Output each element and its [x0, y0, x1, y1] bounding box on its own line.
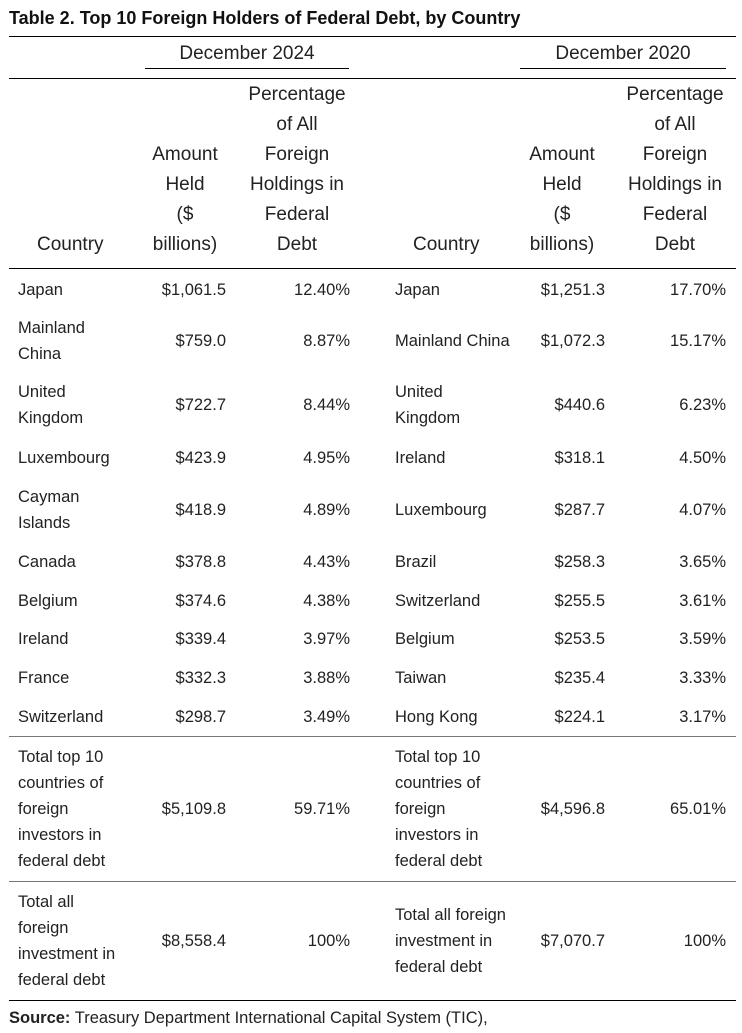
- amount-cell-2020: $440.6: [554, 396, 605, 414]
- percent-cell-2024: 4.43%: [303, 552, 350, 571]
- country-cell-2024: Japan: [18, 280, 63, 299]
- country-cell-2024: Cayman Islands: [18, 487, 80, 532]
- top-rule: [9, 36, 736, 37]
- country-cell-2024: Canada: [18, 552, 76, 571]
- header-percent-2020: Percentage of All Foreign Holdings in Federal Debt: [626, 84, 724, 255]
- percent-cell-2020: 4.50%: [679, 448, 726, 467]
- country-cell-2020: Hong Kong: [395, 708, 478, 726]
- country-cell-2024: Switzerland: [18, 708, 104, 726]
- amount-cell-2024: $418.9: [175, 500, 226, 519]
- percent-cell-2020: 17.70%: [670, 280, 726, 299]
- amount-cell-2024: $722.7: [175, 396, 226, 414]
- percent-cell-2024: 4.89%: [303, 500, 350, 519]
- amount-cell-2020: $1,072.3: [540, 331, 605, 350]
- amount-cell-2024: $423.9: [175, 448, 226, 467]
- country-cell-2024: Total top 10 countries of foreign investors in federal debt: [18, 748, 106, 870]
- amount-cell-2024: $5,109.8: [161, 800, 226, 818]
- percent-cell-2024: 3.97%: [303, 630, 350, 648]
- header-top-rule: [9, 78, 736, 79]
- percent-cell-2024: 4.95%: [303, 448, 350, 467]
- amount-cell-2020: $253.5: [554, 630, 605, 648]
- total-rule: [9, 881, 736, 882]
- percent-cell-2020: 6.23%: [679, 396, 726, 414]
- country-cell-2020: Japan: [395, 280, 440, 299]
- amount-cell-2020: $4,596.8: [540, 800, 605, 818]
- amount-cell-2024: $339.4: [175, 630, 226, 648]
- percent-cell-2024: 8.87%: [303, 331, 350, 350]
- percent-cell-2024: 3.88%: [303, 668, 350, 687]
- country-cell-2020: Total all foreign investment in federal debt: [395, 905, 506, 976]
- amount-cell-2020: $224.1: [554, 708, 605, 726]
- country-cell-2024: Belgium: [18, 591, 78, 610]
- table-title: Table 2. Top 10 Foreign Holders of Federal Debt, by Country: [9, 8, 521, 28]
- percent-cell-2020: 15.17%: [670, 331, 726, 350]
- percent-cell-2024: 12.40%: [294, 280, 350, 299]
- percent-cell-2024: 59.71%: [294, 800, 350, 818]
- subtotal-rule: [9, 736, 736, 737]
- amount-cell-2024: $1,061.5: [161, 280, 226, 299]
- amount-cell-2024: $8,558.4: [161, 931, 226, 950]
- amount-cell-2024: $298.7: [175, 708, 226, 726]
- country-cell-2020: Belgium: [395, 630, 455, 648]
- period-underline-2024: [145, 68, 349, 69]
- country-cell-2020: United Kingdom: [395, 383, 461, 427]
- country-cell-2020: Ireland: [395, 448, 446, 467]
- table-bottom-rule: [9, 1000, 736, 1001]
- amount-cell-2020: $255.5: [554, 591, 605, 610]
- amount-cell-2024: $374.6: [175, 591, 226, 610]
- percent-cell-2020: 3.61%: [679, 591, 726, 610]
- country-cell-2024: United Kingdom: [18, 383, 84, 427]
- amount-cell-2020: $287.7: [554, 500, 605, 519]
- country-cell-2024: Ireland: [18, 630, 69, 648]
- country-cell-2024: Luxembourg: [18, 448, 110, 467]
- amount-cell-2020: $258.3: [554, 552, 605, 571]
- header-amount-2020: Amount Held ($ billions): [529, 144, 595, 255]
- source-label: Source:: [9, 1009, 71, 1027]
- period-underline-2020: [520, 68, 726, 69]
- amount-cell-2024: $378.8: [175, 552, 226, 571]
- amount-cell-2020: $318.1: [554, 448, 605, 467]
- percent-cell-2020: 3.33%: [679, 668, 726, 687]
- source-note: [9, 1009, 488, 1028]
- country-cell-2020: Luxembourg: [395, 500, 487, 519]
- percent-cell-2020: 100%: [683, 931, 726, 950]
- header-bottom-rule: [9, 268, 736, 269]
- amount-cell-2020: $7,070.7: [540, 931, 605, 950]
- amount-cell-2024: $759.0: [175, 331, 226, 350]
- country-cell-2020: Brazil: [395, 552, 437, 571]
- country-cell-2020: Total top 10 countries of foreign investors in federal debt: [395, 748, 483, 870]
- amount-cell-2024: $332.3: [175, 668, 226, 687]
- country-cell-2020: Switzerland: [395, 591, 481, 610]
- header-percent-2024: Percentage of All Foreign Holdings in Federal Debt: [248, 84, 346, 255]
- country-cell-2024: Total all foreign investment in federal debt: [18, 892, 116, 989]
- period-label-2020: December 2020: [555, 43, 691, 64]
- country-cell-2024: France: [18, 668, 70, 687]
- header-country-2020: Country: [413, 234, 480, 255]
- percent-cell-2024: 3.49%: [303, 708, 350, 726]
- country-cell-2020: Mainland China: [395, 331, 510, 350]
- percent-cell-2020: 65.01%: [670, 800, 726, 818]
- percent-cell-2020: 4.07%: [679, 500, 726, 519]
- percent-cell-2020: 3.59%: [679, 630, 726, 648]
- header-amount-2024: Amount Held ($ billions): [152, 144, 218, 255]
- amount-cell-2020: $1,251.3: [540, 280, 605, 299]
- percent-cell-2024: 8.44%: [303, 396, 350, 414]
- source-text: Treasury Department International Capital System (TIC),: [74, 1009, 488, 1027]
- percent-cell-2020: 3.17%: [679, 708, 726, 726]
- country-cell-2020: Taiwan: [395, 668, 447, 687]
- percent-cell-2020: 3.65%: [679, 552, 726, 571]
- percent-cell-2024: 4.38%: [303, 591, 350, 610]
- period-label-2024: December 2024: [179, 43, 315, 64]
- amount-cell-2020: $235.4: [554, 668, 605, 687]
- country-cell-2024: Mainland China: [18, 318, 85, 363]
- header-country-2024: Country: [37, 234, 104, 255]
- percent-cell-2024: 100%: [307, 931, 350, 950]
